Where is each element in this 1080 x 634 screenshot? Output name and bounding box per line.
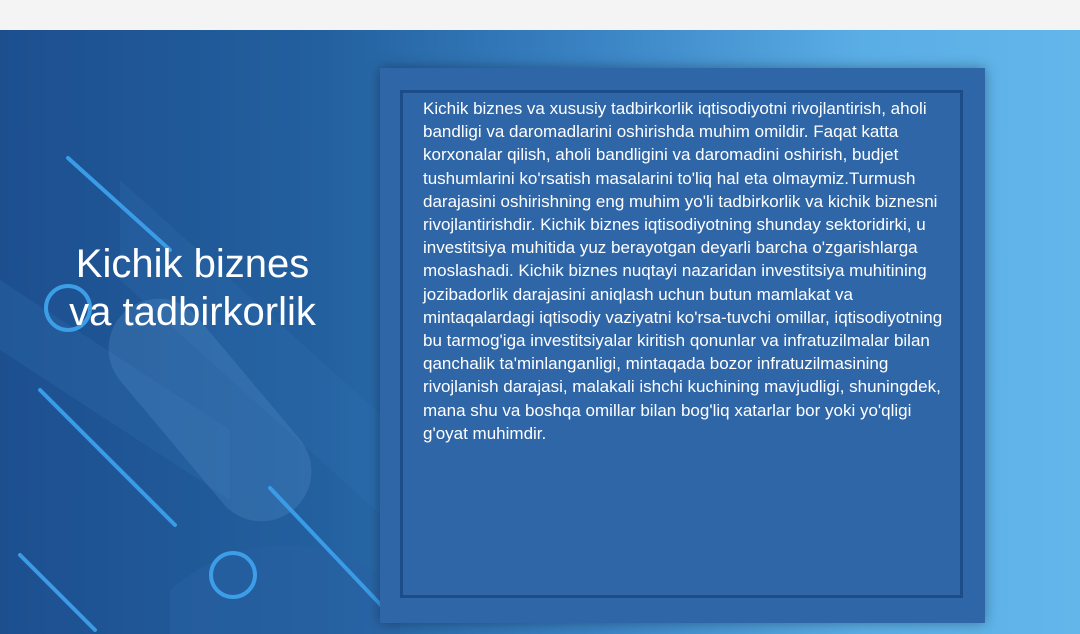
decorative-line [20,555,95,630]
slide-title: Kichik biznes va tadbirkorlik [69,242,316,334]
top-bar [0,0,1080,30]
decorative-line [68,158,170,250]
body-text: Kichik biznes va xususiy tadbirkorlik iqtisodiyotni rivojlantirish, aholi bandligi va daromadlarini oshirishda muhim omildir. Faqat katta korxonalar qilish, aholi bandligini va daromadini oshirish, budjet tushumlarini ko'rsatish masalarini to'liq hal eta olmaymiz.Turmush darajasini oshirishning eng muhim yo'li tadbirkorlik va kichik biznesni rivojlantirishdir. Kichik biznes iqtisodiyotning shunday sektoridirki, u investitsiya muhitida yuz berayotgan deyarli barcha o'zgarishlarga moslashadi. Kichik biznes nuqtayi nazaridan investitsiya muhitining jozibadorlik darajasini aniqlash uchun butun mamlakat va mintaqalardagi iqtisodiy vaziyatni ko'rsa-tuvchi omillar, iqtisodiyotning bu tarmog'iga investitsiyalar kiritish qonunlar va infratuzilmalar bilan qanchalik ta'minlanganligi, mintaqada bozor infratuzilmasining rivojlanish darajasi, malakali ishchi kuchining mavjudligi, shuningdek, mana shu va boshqa omillar bilan bog'liq xatarlar bor yoki yo'qligi g'oyat muhimdir. [423,99,943,443]
text-card [380,68,985,623]
slide [0,30,1080,634]
text-card-frame [400,90,963,598]
